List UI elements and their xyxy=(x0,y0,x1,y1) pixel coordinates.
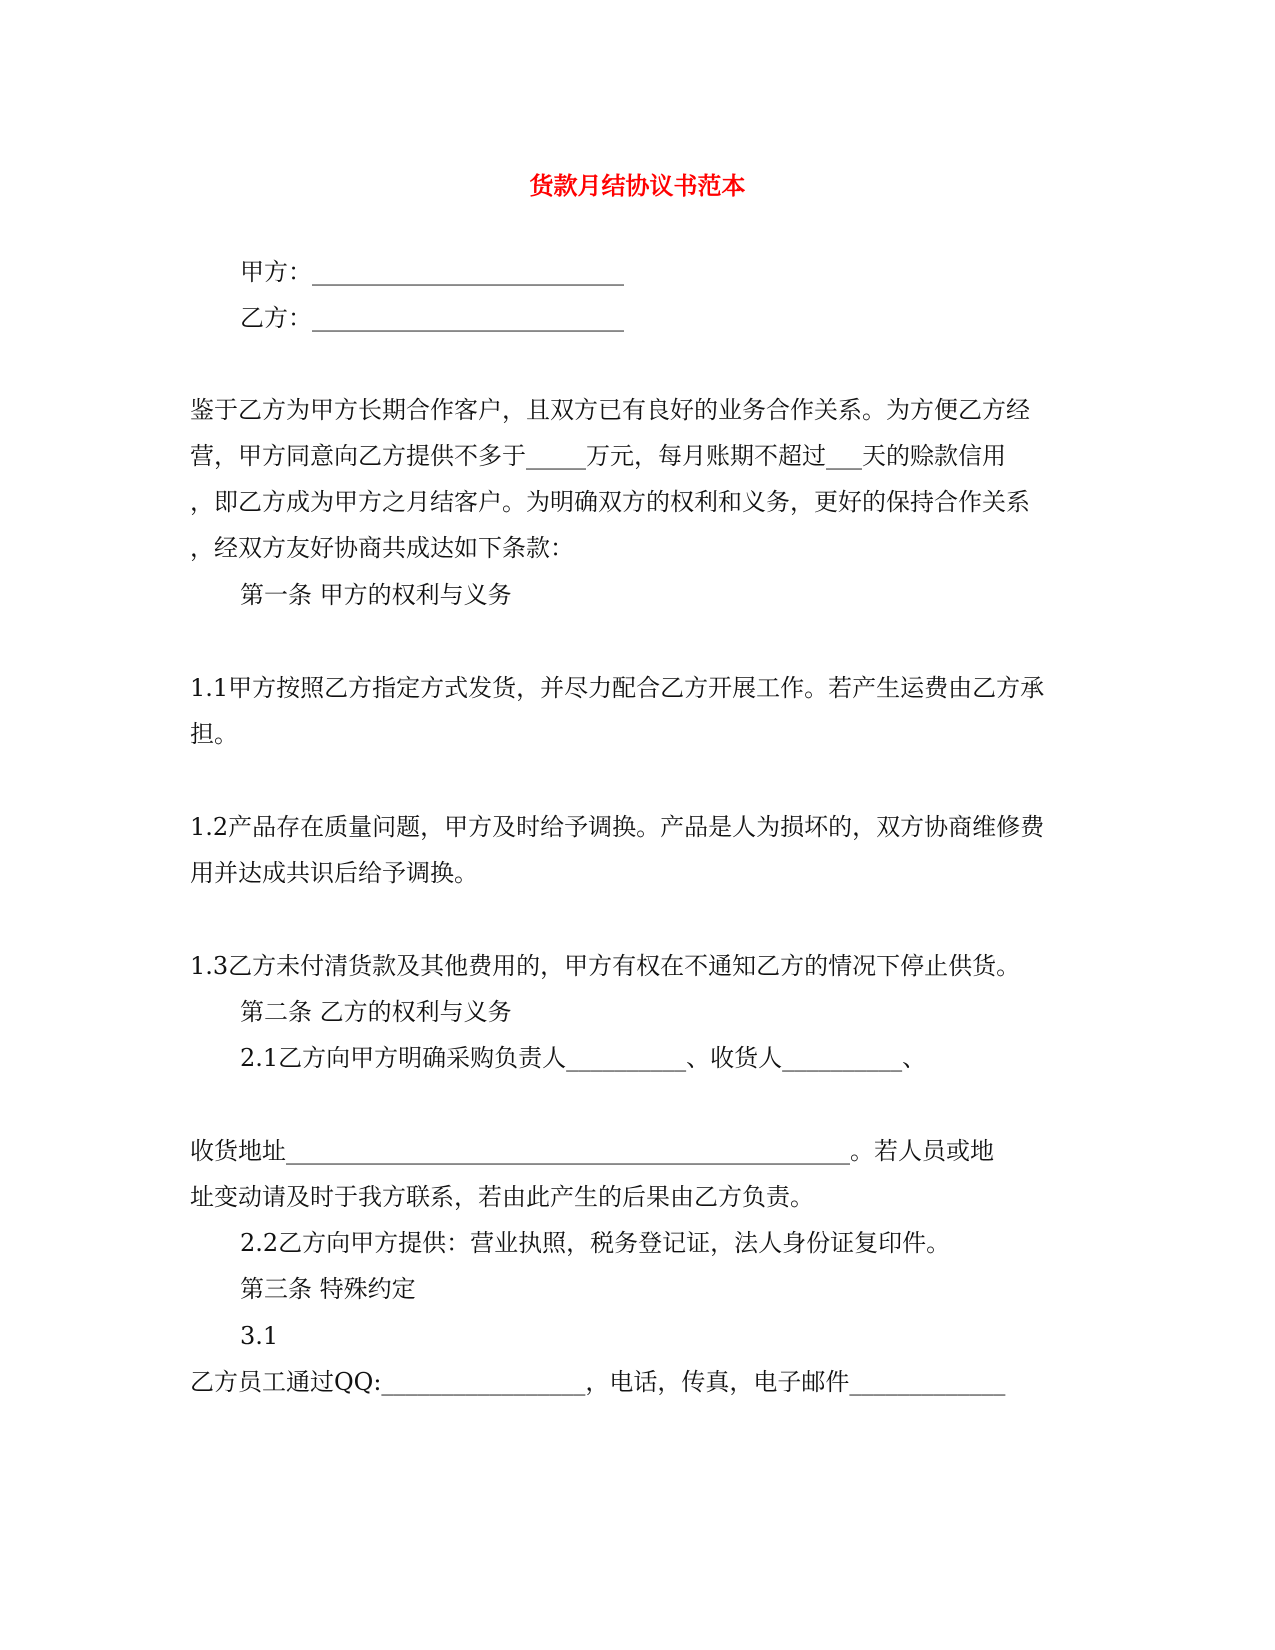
party-a-line: 甲方：__________________________ xyxy=(240,258,624,286)
article-1-heading: 第一条 甲方的权利与义务 xyxy=(240,581,512,609)
clause-1-2-line-1: 1.2产品存在质量问题，甲方及时给予调换。产品是人为损坏的，双方协商维修费 xyxy=(190,813,1045,841)
clause-1-1-line-1: 1.1甲方按照乙方指定方式发货，并尽力配合乙方开展工作。若产生运费由乙方承 xyxy=(190,674,1045,702)
clause-2-1-line-1: 2.1乙方向甲方明确采购负责人__________、收货人__________、 xyxy=(240,1044,927,1072)
article-2-heading: 第二条 乙方的权利与义务 xyxy=(240,998,512,1026)
preamble-line-2: 营，甲方同意向乙方提供不多于_____万元，每月账期不超过___天的赊款信用 xyxy=(190,442,1006,470)
preamble-line-3: ，即乙方成为甲方之月结客户。为明确双方的权利和义务，更好的保持合作关系 xyxy=(190,488,1030,516)
clause-1-1-line-2: 担。 xyxy=(190,720,238,748)
clause-1-2-line-2: 用并达成共识后给予调换。 xyxy=(190,859,478,887)
clause-3-1-number: 3.1 xyxy=(240,1322,279,1350)
clause-1-3: 1.3乙方未付清货款及其他费用的，甲方有权在不通知乙方的情况下停止供货。 xyxy=(190,952,1021,980)
article-3-heading: 第三条 特殊约定 xyxy=(240,1275,416,1303)
page-title: 货款月结协议书范本 xyxy=(529,172,746,200)
clause-2-2: 2.2乙方向甲方提供：营业执照，税务登记证，法人身份证复印件。 xyxy=(240,1229,951,1257)
clause-2-1-line-2: 收货地址_______________________________________________。若人员或地 xyxy=(190,1137,994,1165)
preamble-line-1: 鉴于乙方为甲方长期合作客户，且双方已有良好的业务合作关系。为方便乙方经 xyxy=(190,396,1030,424)
preamble-line-4: ，经双方友好协商共成达如下条款： xyxy=(190,534,574,562)
clause-2-1-line-3: 址变动请及时于我方联系，若由此产生的后果由乙方负责。 xyxy=(190,1183,814,1211)
party-b-line: 乙方：__________________________ xyxy=(240,304,624,332)
clause-3-1-line-1: 乙方员工通过QQ:_________________，电话，传真，电子邮件_____________ xyxy=(190,1368,1006,1396)
